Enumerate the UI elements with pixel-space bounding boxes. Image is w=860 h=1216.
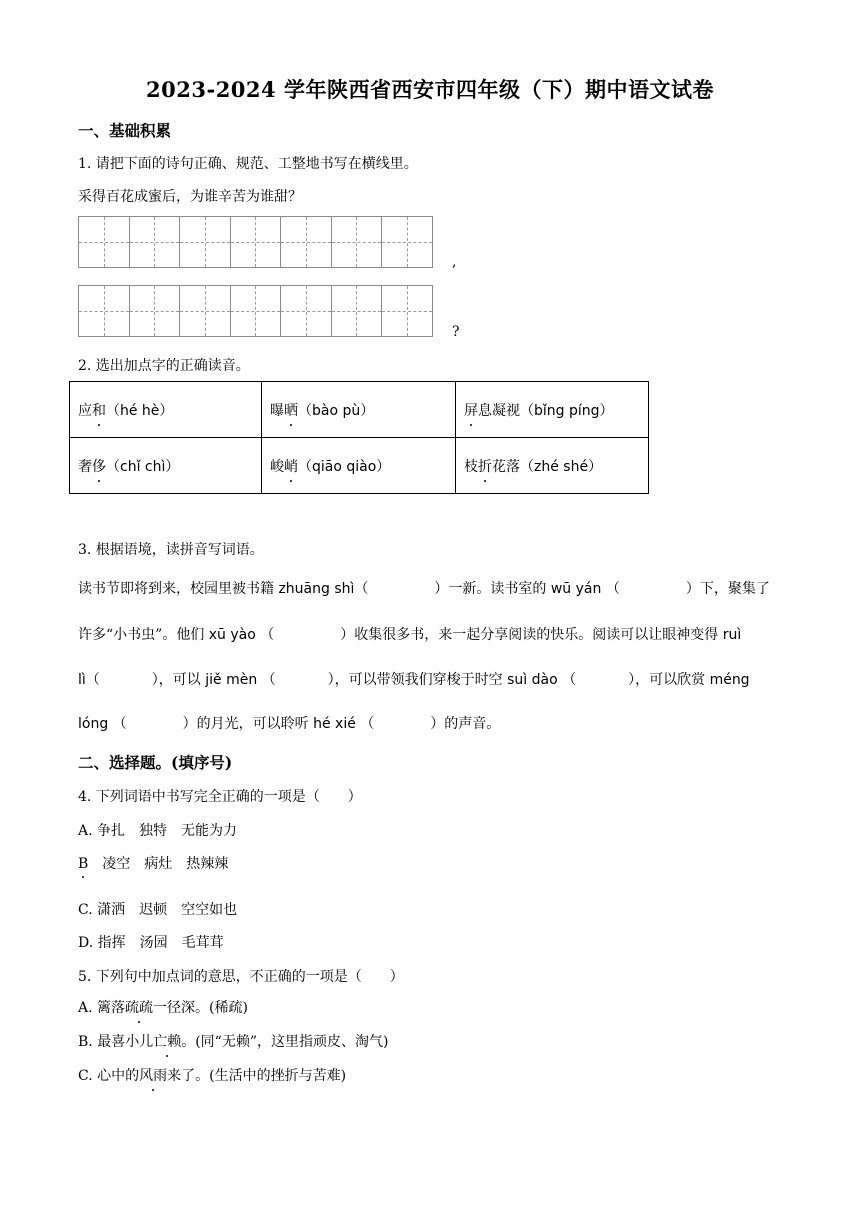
question-5-option-c[interactable]: C. 心中的风雨来了。(生活中的挫折与苦难) xyxy=(78,1065,346,1085)
question-4-option-a[interactable]: A. 争扎 独特 无能为力 xyxy=(78,823,238,839)
question-3-line-4: lóng （ ）的月光，可以聆听 hé xié （ ）的声音。 xyxy=(78,716,501,732)
question-5-option-a[interactable]: A. 篱落疏疏一径深。(稀疏) xyxy=(78,997,248,1017)
question-4-option-d[interactable]: D. 指挥 汤园 毛茸茸 xyxy=(78,935,224,951)
grid-row-1-mark: , xyxy=(452,254,457,270)
section-heading-1: 一、基础积累 xyxy=(78,121,172,140)
table-cell: 峻峭（qiāo qiào） xyxy=(262,438,456,494)
pronunciation-table xyxy=(69,381,649,494)
question-4-stem: 4. 下列词语中书写完全正确的一项是（ ） xyxy=(78,789,362,805)
question-3-stem: 3. 根据语境，读拼音写词语。 xyxy=(78,542,264,558)
question-3-line-2: 许多“小书虫”。他们 xū yào （ ）收集很多书，来一起分享阅读的快乐。阅读可以让眼神变得 ruì xyxy=(78,627,742,643)
table-cell: 屏息凝视（bǐng píng） xyxy=(456,382,649,438)
table-row xyxy=(70,438,649,494)
table-cell: 奢侈（chǐ chì） xyxy=(70,438,262,494)
question-1-stem: 1. 请把下面的诗句正确、规范、工整地书写在横线里。 xyxy=(78,156,418,172)
question-5-option-b[interactable]: B. 最喜小儿亡赖。(同“无赖”，这里指顽皮、淘气) xyxy=(78,1031,388,1051)
question-2-stem: 2. 选出加点字的正确读音。 xyxy=(78,358,250,374)
table-cell: 应和（hé hè） xyxy=(70,382,262,438)
question-3-line-1: 读书节即将到来，校园里被书籍 zhuāng shì（ ）一新。读书室的 wū yán （ ）下，聚集了 xyxy=(78,581,770,597)
question-4-option-c[interactable]: C. 潇洒 迟顿 空空如也 xyxy=(78,902,238,918)
page-title: 2023-2024 学年陕西省西安市四年级（下）期中语文试卷 xyxy=(146,77,714,102)
grid-row-2-mark: ? xyxy=(452,324,460,340)
question-1-poem: 采得百花成蜜后，为谁辛苦为谁甜？ xyxy=(78,189,302,205)
question-5-stem: 5. 下列句中加点词的意思，不正确的一项是（ ） xyxy=(78,969,404,985)
section-heading-2: 二、选择题。(填序号) xyxy=(78,753,233,772)
table-cell: 曝晒（bào pù） xyxy=(262,382,456,438)
question-3-line-3: lì（ ），可以 jiě mèn （ ），可以带领我们穿梭于时空 suì dào （ ），可以欣赏 méng xyxy=(78,672,750,688)
table-row xyxy=(70,382,649,438)
writing-grid-row-2[interactable] xyxy=(78,285,432,337)
table-cell: 枝折花落（zhé shé） xyxy=(456,438,649,494)
question-4-option-b[interactable]: B 凌空 病灶 热辣辣 xyxy=(78,856,229,872)
writing-grid-row-1[interactable] xyxy=(78,216,432,268)
